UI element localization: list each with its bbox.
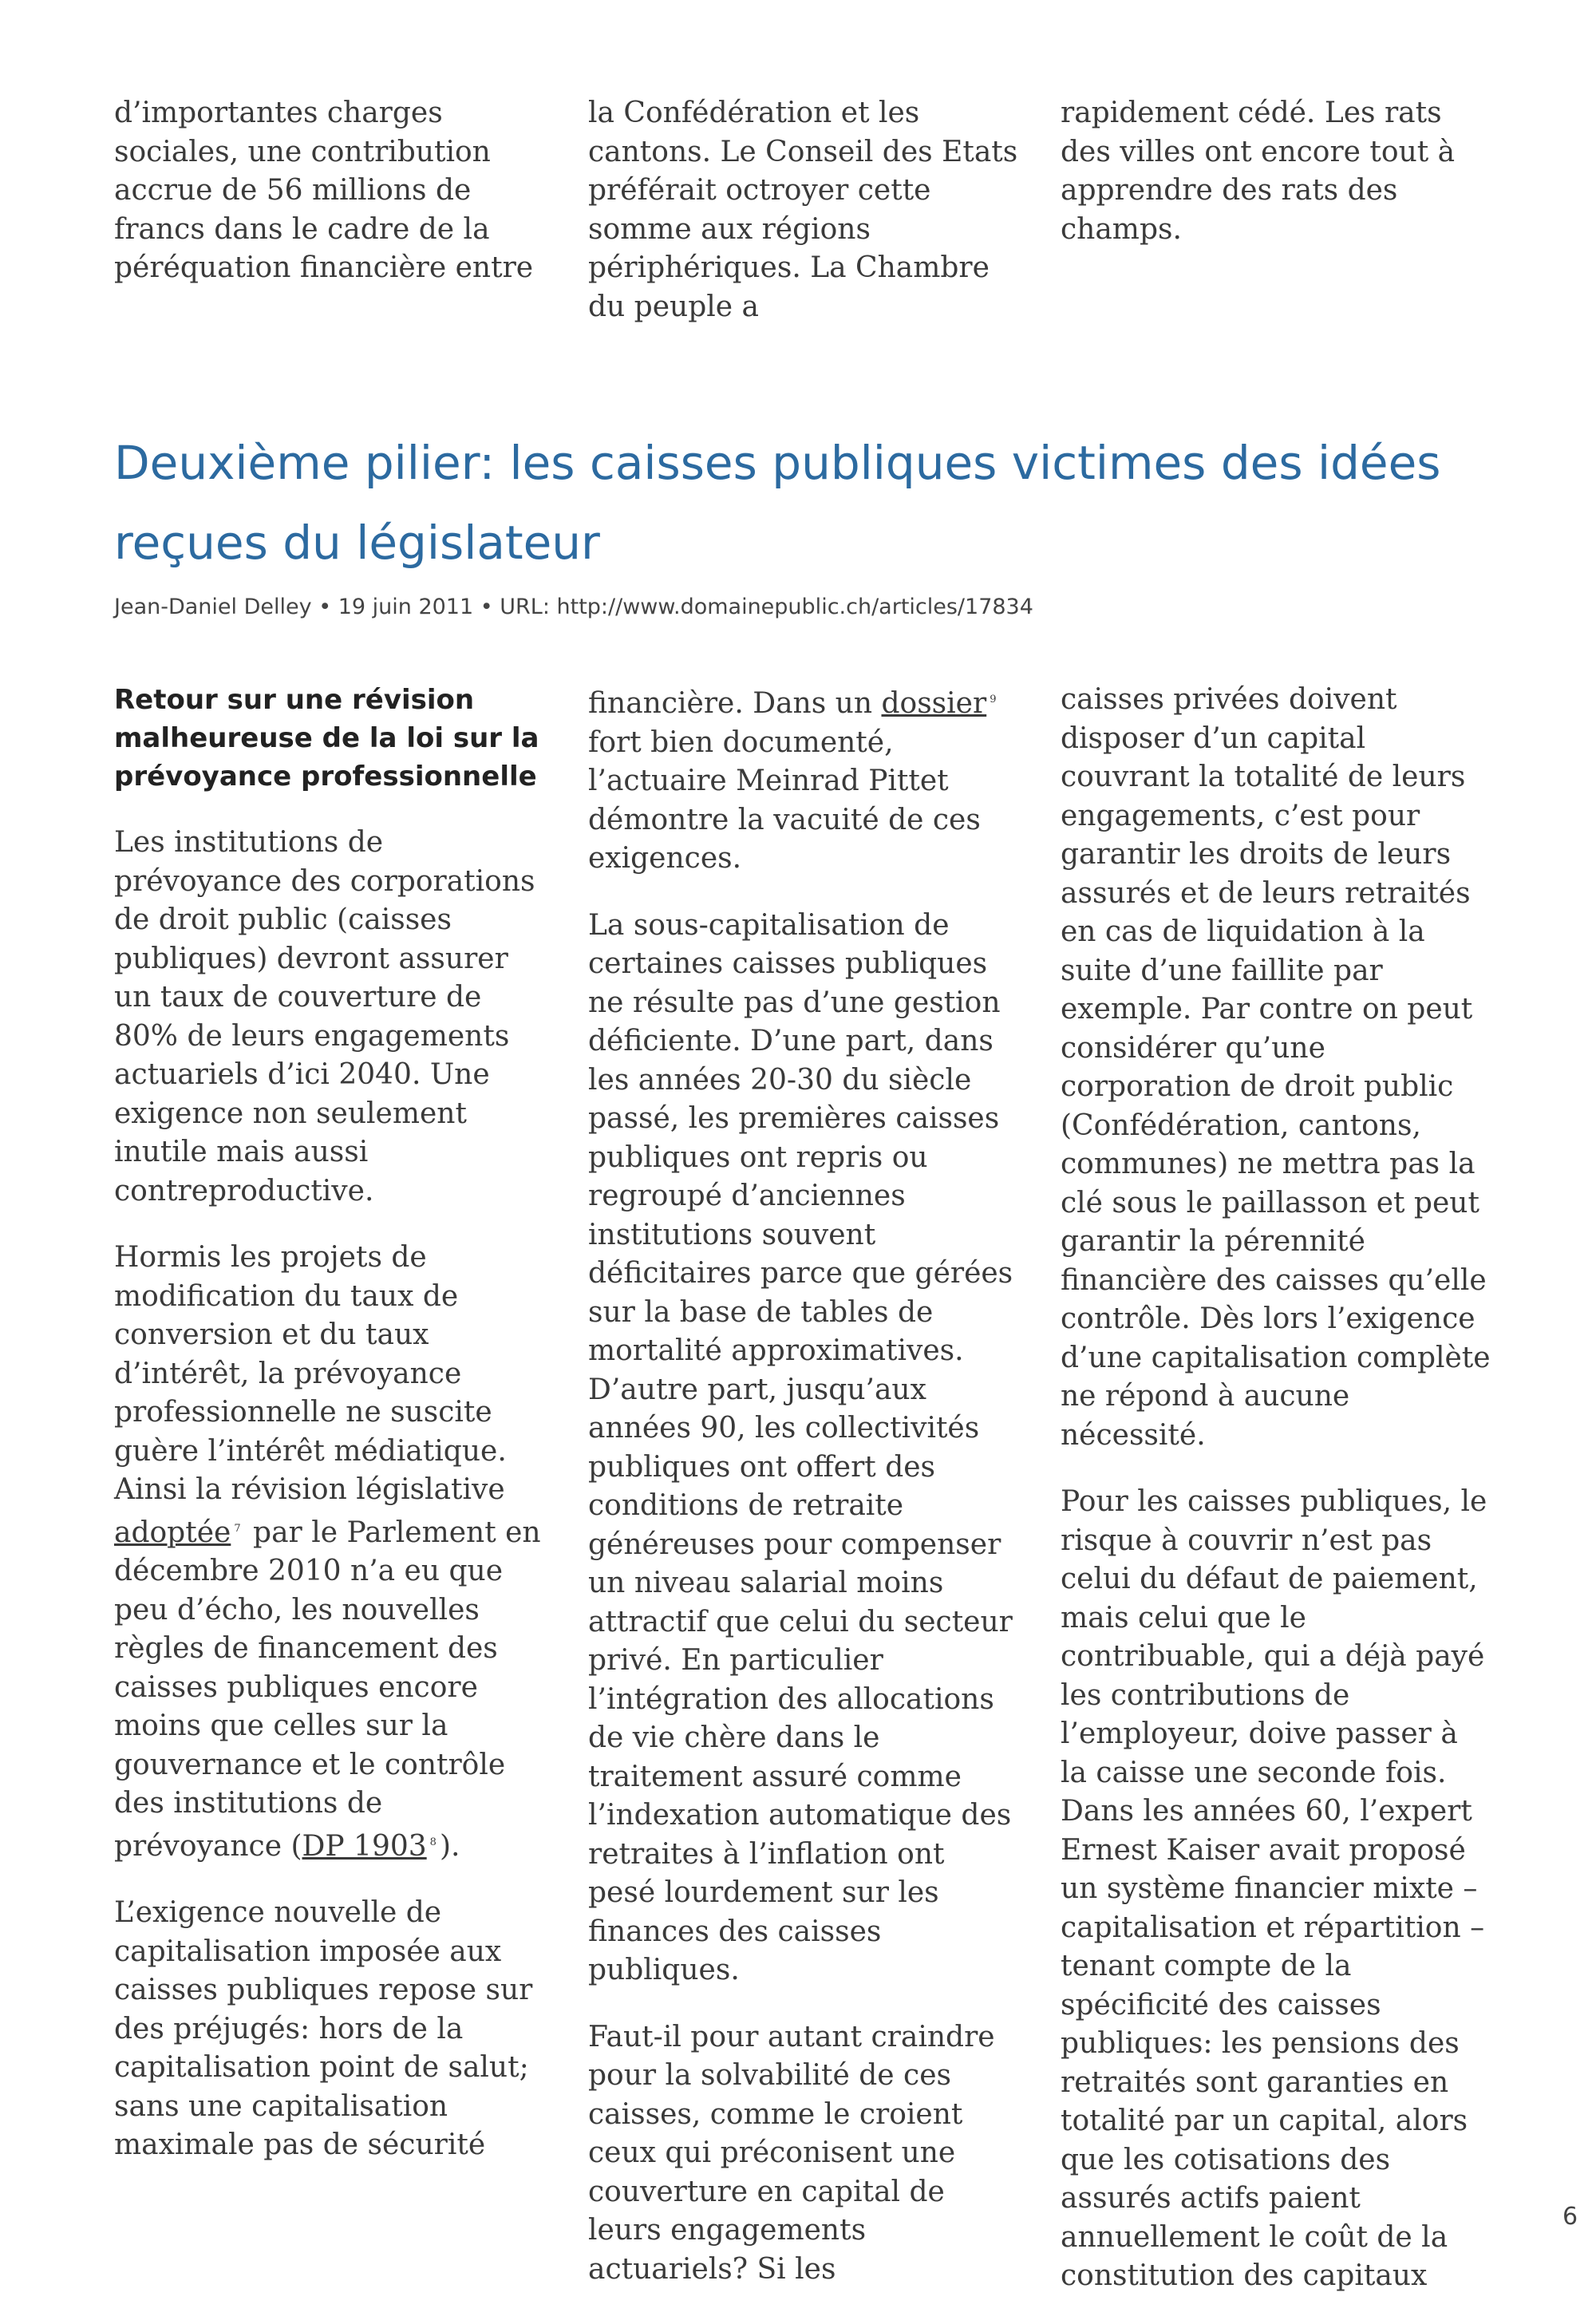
paragraph-intro: Les institutions de prévoyance des corporations de droit public (caisses publiques) devront assurer un taux de couverture de 80% de leurs engagements actuariels d’ici 2040. Une exigence non seulement inutile mais aussi contreproductive. xyxy=(114,826,535,1207)
paragraph-text: Hormis les projets de modification du taux de conversion et du taux d’intérêt, la prévoyance professionnelle ne suscite guère l’intérêt médiatique. Ainsi la révision législative xyxy=(114,1241,507,1506)
dp-1903-link[interactable]: DP 1903 xyxy=(302,1829,427,1863)
prev-article-text: la Confédération et les cantons. Le Conseil des Etats préférait octroyer cette somme aux régions périphériques. La Chambre du peuple a xyxy=(588,97,1018,323)
paragraph-text: financière. Dans un xyxy=(588,687,873,720)
dossier-link[interactable]: dossier xyxy=(881,687,987,720)
prev-article-col-3 xyxy=(1061,94,1491,249)
paragraph-prejudices-cont xyxy=(588,681,1019,879)
footnote-ref-9[interactable]: 9 xyxy=(990,694,997,706)
article-col-2 xyxy=(588,681,1019,2317)
footnote-ref-7[interactable]: 7 xyxy=(234,1522,241,1535)
paragraph-text: ). xyxy=(439,1829,460,1863)
article-col-1 xyxy=(114,681,545,2193)
article-lead: Retour sur une révision malheureuse de la loi sur la prévoyance professionnelle xyxy=(114,684,539,792)
adoptee-link[interactable]: adoptée xyxy=(114,1516,231,1549)
paragraph-risk: Pour les caisses publiques, le risque à couvrir n’est pas celui du défaut de paiement, mais celui que le contribuable, qui a déjà payé les contributions de l’employeur, doive passer à la caisse une seconde fois. Dans les années 60, l’expert Ernest Kaiser avait proposé un système financier mixte – capitalisation et répartition – tenant compte de la spécificité des caisses publiques: les pensions des retraités sont garanties en totalité par un capital, alors que les cotisations des assurés actifs paient annuellement le coût de la constitution des capitaux xyxy=(1061,1485,1487,2292)
prev-article-text: d’importantes charges sociales, une contribution accrue de 56 millions de francs dans le cadre de la péréquation financière entre xyxy=(114,97,534,284)
article-title: Deuxième pilier: les caisses publiques victimes des idées reçues du législateur xyxy=(114,436,1441,570)
paragraph-prejudices: L’exigence nouvelle de capitalisation imposée aux caisses publiques repose sur des préjugés: hors de la capitalisation point de salut; sans une capitalisation maximale pas de sécurité xyxy=(114,1896,533,2161)
prev-article-text: rapidement cédé. Les rats des villes ont encore tout à apprendre des rats des champs. xyxy=(1061,97,1456,246)
paragraph-text: par le Parlement en décembre 2010 n’a eu que peu d’écho, les nouvelles règles de financement des caisses publiques encore moins que celles sur la gouvernance et le contrôle des institutions de prévoyance ( xyxy=(114,1516,541,1863)
paragraph-solvability-cont: caisses privées doivent disposer d’un capital couvrant la totalité de leurs engagements, c’est pour garantir les droits de leurs assurés et de leurs retraités en cas de liquidation à la suite d’une faillite par exemple. Par contre on peut considérer qu’une corporation de droit public (Confédération, cantons, communes) ne mettra pas la clé sous le paillasson et peut garantir la pérennité financière des caisses qu’elle contrôle. Dès lors l’exigence d’une capitalisation complète ne répond à aucune nécessité. xyxy=(1061,683,1491,1452)
prev-article-col-1 xyxy=(114,94,545,288)
paragraph-solvability: Faut-il pour autant craindre pour la solvabilité de ces caisses, comme le croient ceux qui préconisent une couverture en capital de leurs engagements actuariels? Si les xyxy=(588,2020,995,2286)
prev-article-col-2 xyxy=(588,94,1019,326)
page-number: 6 xyxy=(1562,2203,1578,2231)
article-byline: Jean-Daniel Delley • 19 juin 2011 • URL: http://www.domainepublic.ch/articles/17834 xyxy=(114,595,1033,619)
paragraph-text: fort bien documenté, l’actuaire Meinrad Pittet démontre la vacuité de ces exigences. xyxy=(588,725,981,875)
footnote-ref-8[interactable]: 8 xyxy=(429,1836,437,1848)
paragraph-undercapitalisation: La sous-capitalisation de certaines caisses publiques ne résulte pas d’une gestion déficiente. D’une part, dans les années 20-30 du siècle passé, les premières caisses publiques ont repris ou regroupé d’anciennes institutions souvent déficitaires parce que gérées sur la base de tables de mortalité approximatives. D’autre part, jusqu’aux années 90, les collectivités publiques ont offert des conditions de retraite généreuses pour compenser un niveau salarial moins attractif que celui du secteur privé. En particulier l’intégration des allocations de vie chère dans le traitement assuré comme l’indexation automatique des retraites à l’inflation ont pesé lourdement sur les finances des caisses publiques. xyxy=(588,908,1013,1986)
paragraph-context xyxy=(114,1239,545,1866)
article-col-3 xyxy=(1061,681,1491,2324)
